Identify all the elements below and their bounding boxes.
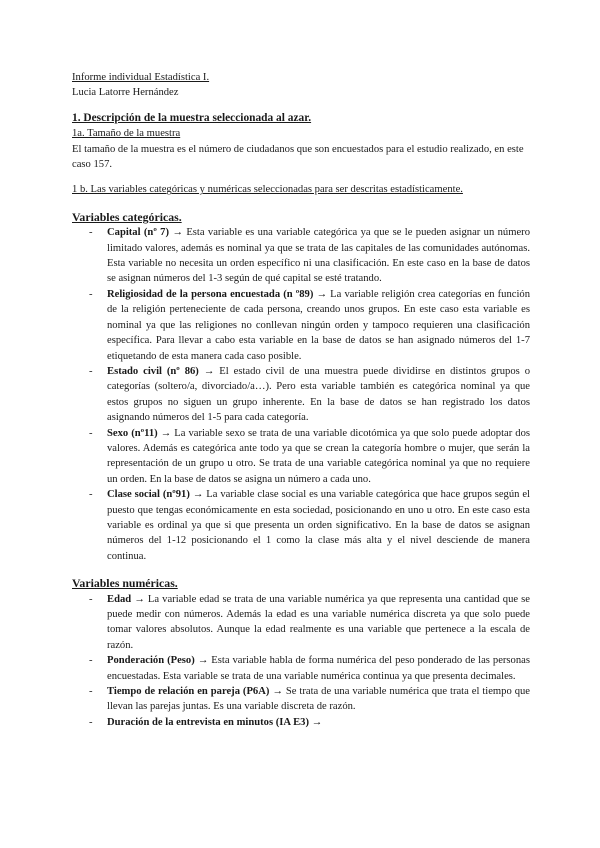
document-title: Informe individual Estadística I. — [72, 72, 210, 83]
list-item — [72, 653, 530, 684]
list-item — [72, 684, 530, 715]
variable-description: La variable clase social es una variable categórica que hace grupos según el puesto que tengas económicamente en esta sociedad, posicionando en uno u otro. En este caso esta variable es ordinal ya que si que presenta un orden significativo. En la base de datos se asignan números del 1-12 posicionando el 1 como la clase más alta y el nivel desciende de manera continua. — [107, 489, 530, 562]
subsection-1b-heading: 1 b. Las variables categóricas y numéricas seleccionadas para ser descritas estadísticamente. — [72, 184, 463, 196]
categorical-variables-heading: Variables categóricas. — [72, 209, 182, 224]
list-item — [72, 426, 530, 488]
variable-description: La variable religión crea categorías en función de la religión perteneciente de cada persona, creando unos grupos. En este caso esta variable es nominal ya que las religiones no conllevan ningún orden y tampoco requieren una clasificación específica. Para llevar a cabo esta variable en la base de datos se han asignado números del 1-7 etiquetando de esta manera cada caso posible. — [107, 288, 530, 362]
variable-name: Duración de la entrevista en minutos (IA E3) → — [107, 716, 323, 728]
variable-name: Sexo (nº11) → — [107, 427, 172, 439]
variable-description: La variable edad se trata de una variable numérica ya que representa una cantidad que se puede medir con números. Además la edad es una variable numérica discreta ya que solo puede tomar valores absolutos. Aunque la edad realmente es una variable que pertenece a la escala de razón. — [107, 593, 530, 651]
numeric-variables-list — [72, 592, 530, 731]
subsection-1a-heading: 1a. Tamaño de la muestra — [72, 128, 181, 140]
categorical-variables-list — [72, 225, 530, 564]
variable-description: Se trata de una variable numérica que trata el tiempo que llevan las parejas juntas. Es una variable discreta de razón. — [107, 686, 531, 713]
bullet-dash: - — [89, 593, 93, 605]
bullet-dash: - — [89, 489, 93, 501]
variable-name: Capital (nº 7) → — [107, 227, 183, 239]
variable-name: Edad → — [107, 593, 145, 605]
variable-name: Clase social (nº91) → — [107, 489, 204, 501]
document-page — [72, 70, 530, 730]
variable-description: La variable sexo se trata de una variable dicotómica ya que solo puede adoptar dos valores. Además es categórica ante todo ya que se crean la categoría hombre o mujer, que serán la representación de un grupo u otro. Se trata de una variable categórica nominal ya que no requiere un orden. En la base de datos se asigna un número a cada uno. — [107, 427, 530, 485]
numeric-variables-heading: Variables numéricas. — [72, 576, 178, 591]
subsection-1a-text: El tamaño de la muestra es el número de ciudadanos que son encuestados para el estudio realizado, en este caso 157. — [72, 143, 524, 171]
list-item — [72, 225, 530, 287]
variable-name: Estado civil (nº 86) → — [107, 365, 215, 377]
bullet-dash: - — [89, 686, 93, 698]
list-item — [72, 487, 530, 564]
variable-description: Esta variable habla de forma numérica del peso ponderado de las personas encuestadas. Esta variable se trata de una variable numérica continua ya que presenta decimales. — [107, 655, 530, 682]
bullet-dash: - — [89, 365, 93, 377]
variable-description: El estado civil de una muestra puede dividirse en distintos grupos o categorías (soltero/a, divorciado/a…). Pero esta variable también es categórica nominal ya que estos grupos no siguen un grupo inherente. En la base de datos se han registrado los datos asignando números del 1-5 para cada categoría. — [107, 365, 530, 424]
list-item — [72, 592, 530, 654]
author-name: Lucia Latorre Hernández — [72, 87, 179, 99]
bullet-dash: - — [89, 427, 93, 439]
variable-name: Tiempo de relación en pareja (P6A) → — [107, 686, 283, 698]
variable-name: Ponderación (Peso) → — [107, 655, 209, 667]
section-1-heading: 1. Descripción de la muestra seleccionada al azar. — [72, 111, 312, 124]
bullet-dash: - — [89, 288, 93, 300]
bullet-dash: - — [89, 716, 93, 728]
list-item — [72, 715, 530, 730]
variable-name: Religiosidad de la persona encuestada (n º89) → — [107, 288, 328, 300]
bullet-dash: - — [89, 655, 93, 667]
list-item — [72, 287, 530, 364]
list-item — [72, 364, 530, 426]
bullet-dash: - — [89, 227, 93, 239]
variable-description: Esta variable es una variable categórica ya que se le pueden asignar un número limitado valores, además es nominal ya que se trata de las capitales de las comunidades autónomas. Esta variable no necesita un orden específico ni una clasificación. En este caso en la base de datos se asignan números del 1-3 según de qué capital se esté tratando. — [107, 227, 530, 285]
